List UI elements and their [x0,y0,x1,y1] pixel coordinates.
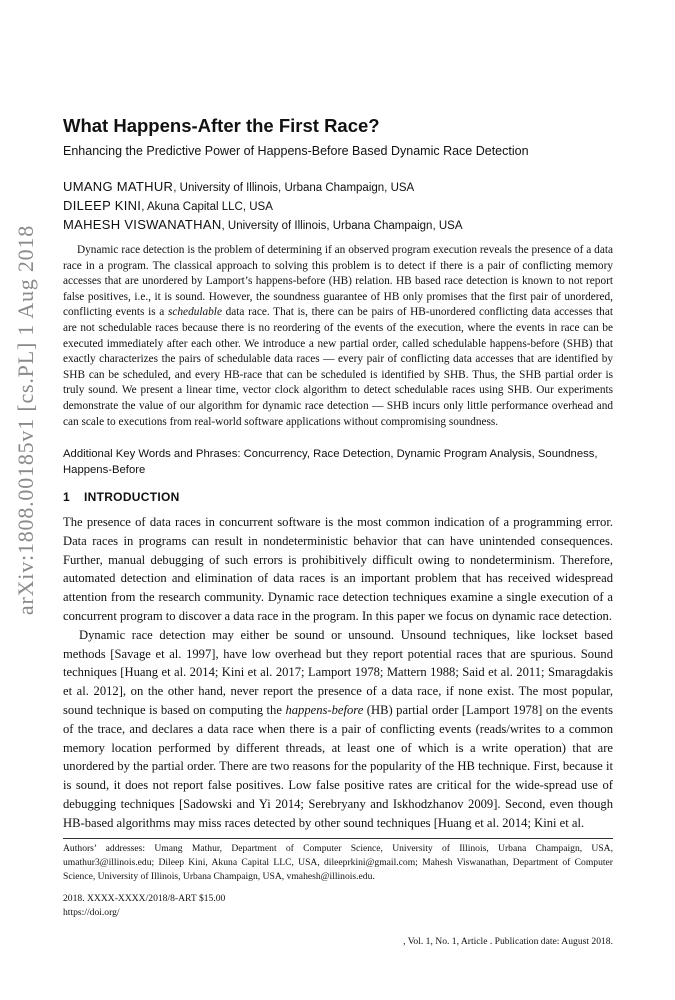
author-affiliation: , Akuna Capital LLC, USA [141,201,273,213]
paragraph-text-part1: Dynamic race detection may either be sound or unsound. Unsound techniques, like lockset based methods [Savage et al. 1997], have low overhead but they report potential races that are spurious. Sound techniques [Huang et al. 2014; Kini et al. 2017; Lamport 1978; Mattern 1988; Said et al. 2011; Smaragdakis et al. 2012], on the other hand, never report the presence of a data race, if none exist. The most popular, sound technique is based on computing the [63,627,613,717]
paragraph-emphasis: happens-before [285,702,364,717]
author-entry [63,178,613,197]
arxiv-identifier: arXiv:1808.00185v1 [cs.PL] 1 Aug 2018 [13,224,39,616]
abstract [63,243,613,430]
author-addresses-footnote: Authors’ addresses: Umang Mathur, Department of Computer Science, University of Illinois, Urbana Champaign, USA, umathur3@illinois.edu; Dileep Kini, Akuna Capital LLC, USA, dileeprkini@gmail.com; Mahesh Viswanathan, Department of Computer Science, University of Illinois, Urbana Champaign, USA, vmahesh@illinois.edu. [63,843,613,883]
paragraph-text-part2: (HB) partial order [Lamport 1978] on the events of the trace, and declares a data race when there is a pair of conflicting events (reads/writes to a common memory location performed by different threads, at least one of which is a write operation) that are unordered by the partial order. There are two reasons for the popularity of the HB technique. First, because it is sound, it does not report false positives. Low false positive rates are critical for the wide-spread use of debugging techniques [Sadowski and Yi 2014; Serebryany and Iskhodzhanov 2009]. Second, even though HB-based algorithms may miss races detected by other sound techniques [Huang et al. 2014; Kini et al. [63,702,613,830]
paragraph [63,626,613,833]
author-list [63,178,613,235]
author-name: DILEEP KINI [63,198,142,213]
publication-line: 2018. XXXX-XXXX/2018/8-ART $15.00 [63,893,226,904]
abstract-text-part1: Dynamic race detection is the problem of determining if an observed program execution reveals the presence of a data race in a program. The classical approach to solving this problem is to detect if there is a pair of conflicting memory accesses that are unordered by Lamport’s happens-before (HB) relation. HB based race detection is known to not report false positives, i.e., it is sound. However, the soundness guarantee of HB only promises that the first pair of unordered, conflicting events is a [63,244,613,319]
author-affiliation: , University of Illinois, Urbana Champaign, USA [173,182,415,194]
author-affiliation: , University of Illinois, Urbana Champaign, USA [221,220,463,232]
abstract-text-part2: data race. That is, there can be pairs of HB-unordered conflicting data accesses that are not schedulable races because there is no reordering of the events of the execution, where the events in race can be executed immediately after each other. We introduce a new partial order, called schedulable happens-before (SHB) that exactly characterizes the pairs of schedulable data races — every pair of conflicting data accesses that are identified by SHB can be scheduled, and every HB-race that can be scheduled is identified by SHB. Thus, the SHB partial order is truly sound. We present a linear time, vector clock algorithm to detect schedulable races using SHB. Our experiments demonstrate the value of our algorithm for dynamic race detection — SHB incurs only little performance overhead and can scale to executions from real-world software applications without compromising soundness. [63,306,613,428]
author-entry [63,197,613,216]
author-entry [63,216,613,235]
paragraph: The presence of data races in concurrent software is the most common indication of a programming error. Data races in programs can result in nondeterministic behavior that can have unintended consequences. Further, manual debugging of such errors is prohibitively difficult owing to nondeterminism. Therefore, automated detection and elimination of data races is an important problem that has received widespread attention from the research community. Dynamic race detection techniques examine a single execution of a concurrent program to discover a data race in the program. In this paper we focus on dynamic race detection. [63,515,613,623]
section-heading [63,490,180,504]
arxiv-watermark [6,170,46,670]
paper-title: What Happens-After the First Race? [63,115,380,136]
footnote-divider [63,838,613,839]
section-title: INTRODUCTION [83,490,180,504]
page-footer: , Vol. 1, No. 1, Article . Publication date: August 2018. [403,936,613,947]
author-name: UMANG MATHUR [63,179,174,194]
doi-link[interactable]: https://doi.org/ [63,907,120,918]
abstract-emphasis: schedulable [168,306,222,319]
paper-subtitle: Enhancing the Predictive Power of Happens-Before Based Dynamic Race Detection [63,144,529,158]
author-name: MAHESH VISWANATHAN [63,217,222,232]
keywords: Additional Key Words and Phrases: Concurrency, Race Detection, Dynamic Program Analysis, Soundness, Happens-Before [63,448,598,476]
body-text [63,513,613,833]
section-number: 1 [63,490,70,504]
publication-info [63,892,225,920]
